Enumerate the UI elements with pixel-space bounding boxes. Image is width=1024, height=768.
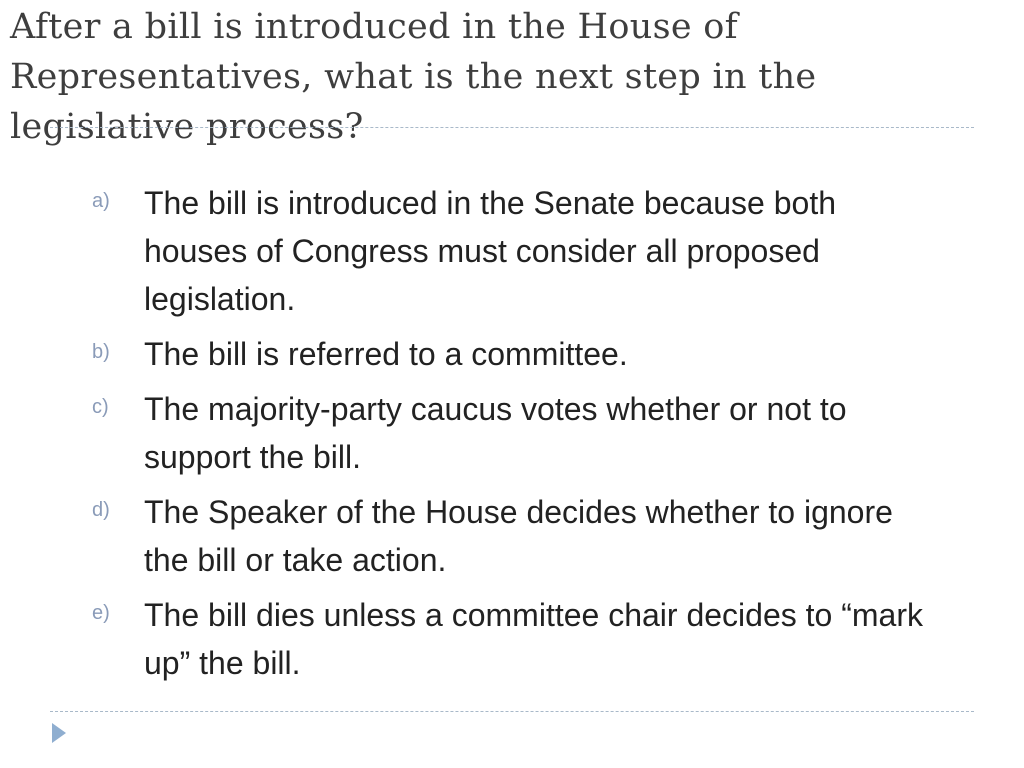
title-divider — [50, 127, 974, 128]
option-c — [0, 385, 944, 481]
option-letter: d) — [92, 499, 110, 521]
option-letter: c) — [92, 396, 109, 418]
option-text: The Speaker of the House decides whether to ignore the bill or take action. — [144, 494, 893, 578]
option-b — [0, 330, 944, 378]
option-text: The bill is introduced in the Senate because both houses of Congress must consider all proposed legislation. — [144, 185, 837, 317]
option-letter: b) — [92, 341, 110, 363]
option-a — [0, 179, 944, 323]
option-d — [0, 488, 944, 584]
play-triangle-icon[interactable] — [52, 723, 66, 743]
answer-options — [0, 179, 1024, 694]
option-text: The majority-party caucus votes whether or not to support the bill. — [144, 391, 847, 475]
option-letter: e) — [92, 602, 110, 624]
footer-divider — [50, 711, 974, 712]
option-e — [0, 591, 944, 687]
question-title: After a bill is introduced in the House of Representatives, what is the next step in the legislative process? — [10, 7, 817, 147]
option-text: The bill is referred to a committee. — [144, 336, 628, 372]
option-letter: a) — [92, 190, 110, 212]
option-text: The bill dies unless a committee chair decides to “mark up” the bill. — [144, 597, 923, 681]
